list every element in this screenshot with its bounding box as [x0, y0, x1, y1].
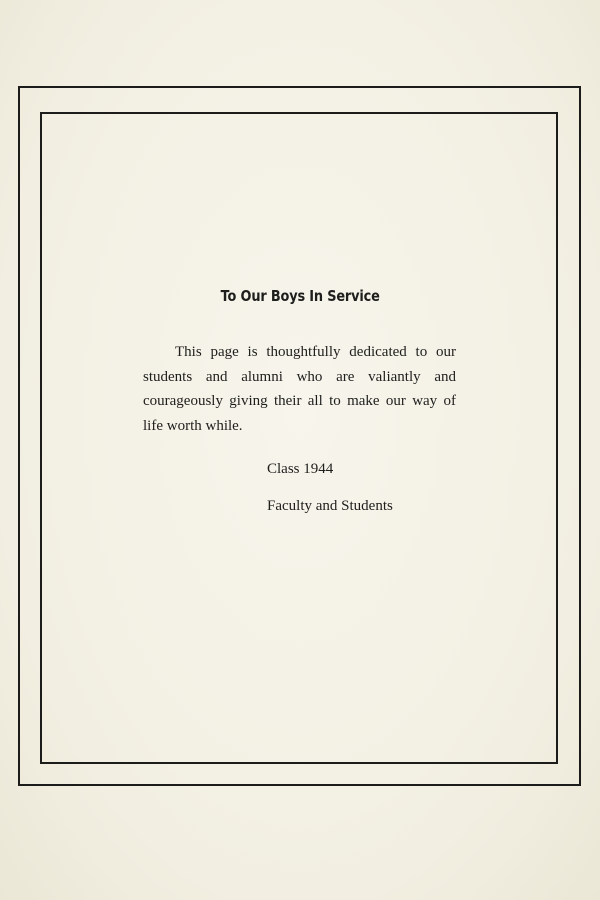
dedication-body: This page is thoughtfully dedicated to our students and alumni who are valiantly and courageously giving their all to make our way of life worth while. — [143, 344, 456, 434]
inner-frame-border — [40, 112, 558, 764]
class-signature: Class 1944 — [267, 461, 334, 477]
faculty-signature: Faculty and Students — [267, 498, 393, 514]
dedication-title: To Our Boys In Service — [220, 287, 380, 305]
